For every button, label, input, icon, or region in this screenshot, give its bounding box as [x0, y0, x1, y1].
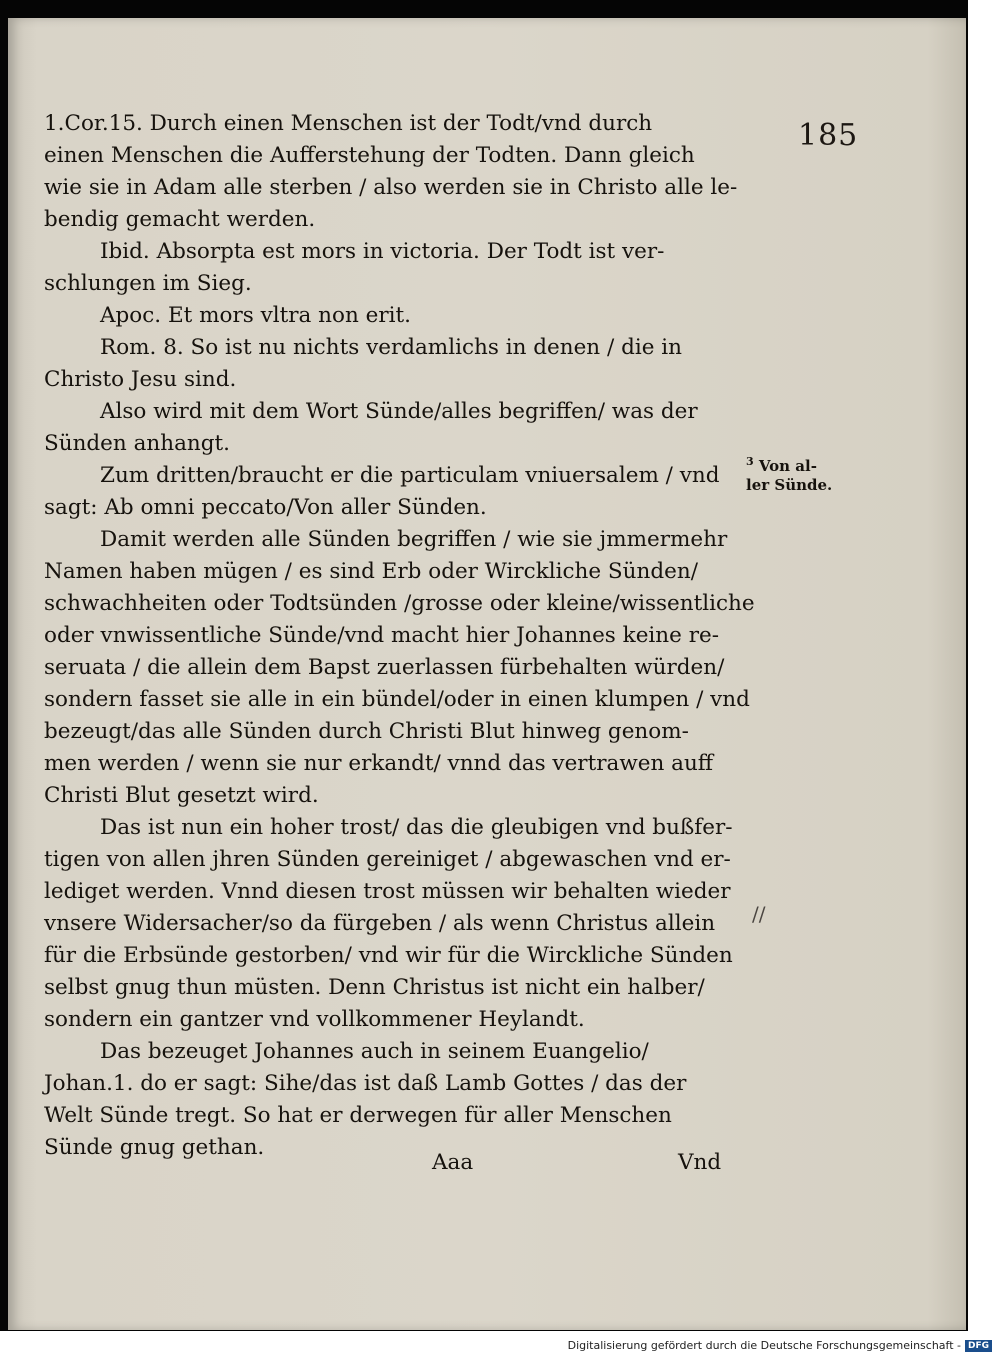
text-line: vnsere Widersacher/so da fürgeben / als wenn Christus allein — [44, 911, 716, 936]
text-line: 1.Cor.15. Durch einen Menschen ist der Todt/vnd durch — [44, 111, 653, 136]
text-line: Rom. 8. So ist nu nichts verdamlichs in denen / die in — [100, 335, 682, 360]
text-line: Das ist nun ein hoher trost/ das die gleubigen vnd bußfer- — [100, 815, 733, 840]
text-line: sagt: Ab omni peccato/Von aller Sünden. — [44, 495, 487, 520]
text-line: bezeugt/das alle Sünden durch Christi Blut hinweg genom- — [44, 719, 689, 744]
margin-note-number: 3 — [746, 455, 754, 468]
text-line: wie sie in Adam alle sterben / also werden sie in Christo alle le- — [44, 175, 738, 200]
text-line: Johan.1. do er sagt: Sihe/das ist daß Lamb Gottes / das der — [44, 1071, 687, 1096]
text-line: Christo Jesu sind. — [44, 367, 237, 392]
text-line: Ibid. Absorpta est mors in victoria. Der Todt ist ver- — [100, 239, 665, 264]
margin-note-line-1: Von al- — [758, 457, 817, 475]
page-number: 185 — [798, 118, 859, 153]
text-line: Sünde gnug gethan. — [44, 1135, 265, 1160]
footer — [568, 1339, 992, 1352]
text-line: men werden / wenn sie nur erkandt/ vnnd das vertrawen auff — [44, 751, 714, 776]
text-line: schwachheiten oder Todtsünden /grosse oder kleine/wissentliche — [44, 591, 755, 616]
text-line: Christi Blut gesetzt wird. — [44, 783, 319, 808]
text-line: Sünden anhangt. — [44, 431, 231, 456]
text-line: selbst gnug thun müsten. Denn Christus ist nicht ein halber/ — [44, 975, 705, 1000]
text-line: lediget werden. Vnnd diesen trost müssen wir behalten wieder — [44, 879, 731, 904]
text-line: bendig gemacht werden. — [44, 207, 316, 232]
text-line: Welt Sünde tregt. So hat er derwegen für aller Menschen — [44, 1103, 672, 1128]
footer-credit: Digitalisierung gefördert durch die Deutsche Forschungsgemeinschaft - — [567, 1339, 961, 1352]
text-line: seruata / die allein dem Bapst zuerlassen fürbehalten würden/ — [44, 655, 725, 680]
text-line: oder vnwissentliche Sünde/vnd macht hier Johannes keine re- — [44, 623, 719, 648]
text-line: schlungen im Sieg. — [44, 271, 252, 296]
margin-note — [746, 452, 846, 495]
text-line: sondern fasset sie alle in ein bündel/oder in einen klumpen / vnd — [44, 687, 750, 712]
margin-mark: // — [752, 902, 766, 926]
text-line: Apoc. Et mors vltra non erit. — [100, 303, 412, 328]
dfg-logo[interactable]: DFG — [965, 1340, 992, 1352]
text-line: Damit werden alle Sünden begriffen / wie sie jmmermehr — [100, 527, 728, 552]
catchword: Vnd — [678, 1150, 722, 1175]
text-line: für die Erbsünde gestorben/ vnd wir für die Wirckliche Sünden — [44, 943, 733, 968]
text-line: Zum dritten/braucht er die particulam vniuersalem / vnd — [100, 463, 720, 488]
text-line: einen Menschen die Aufferstehung der Todten. Dann gleich — [44, 143, 695, 168]
text-line: Also wird mit dem Wort Sünde/alles begriffen/ was der — [100, 399, 698, 424]
text-line: Namen haben mügen / es sind Erb oder Wirckliche Sünden/ — [44, 559, 698, 584]
signature-mark: Aaa — [432, 1150, 474, 1175]
text-line: sondern ein gantzer vnd vollkommener Heylandt. — [44, 1007, 585, 1032]
text-line: Das bezeuget Johannes auch in seinem Euangelio/ — [100, 1039, 649, 1064]
text-line: tigen von allen jhren Sünden gereiniget / abgewaschen vnd er- — [44, 847, 731, 872]
margin-note-line-2: ler Sünde. — [746, 476, 833, 494]
